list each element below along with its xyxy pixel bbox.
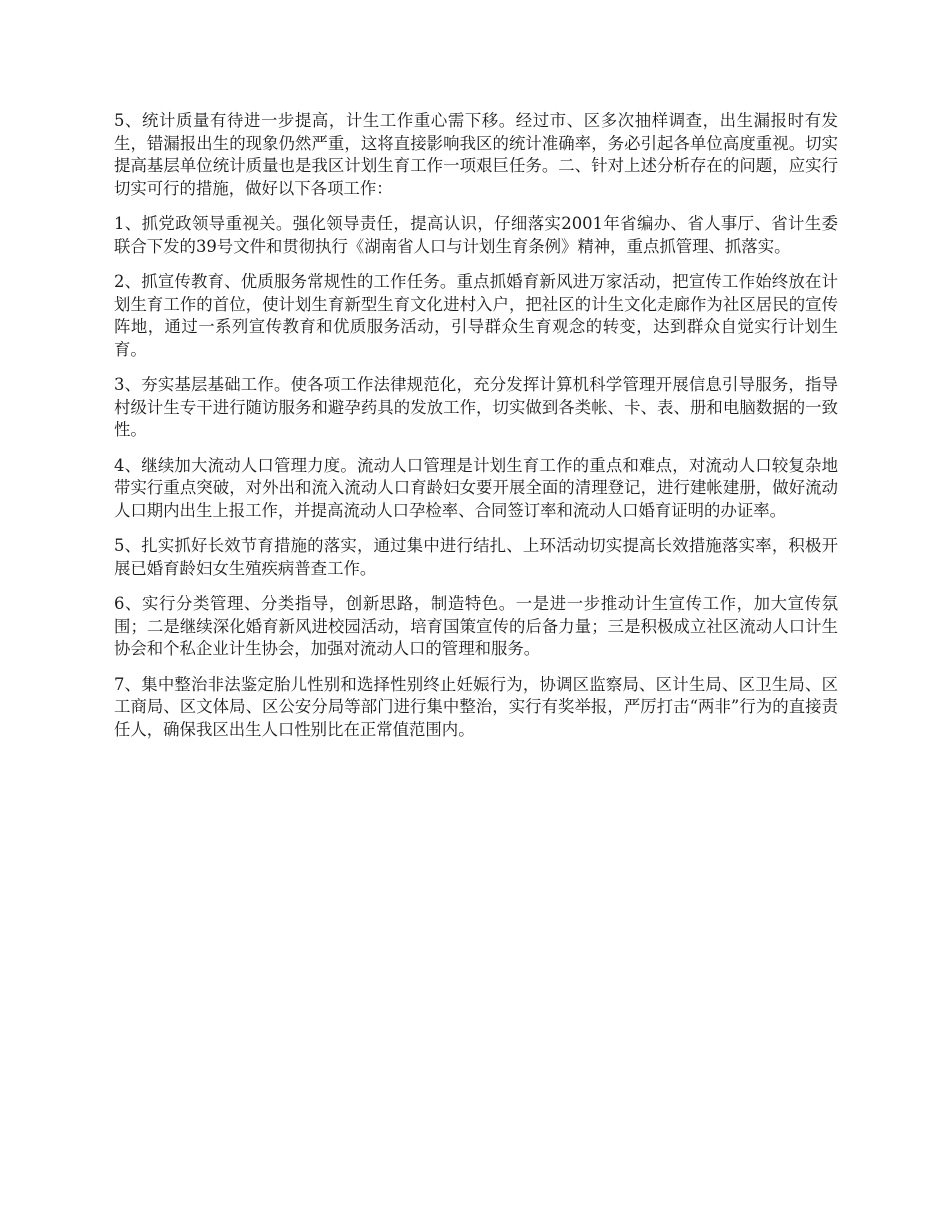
- document-body: [114, 110, 838, 741]
- paragraph-floating-population: 4、继续加大流动人口管理力度。流动人口管理是计划生育工作的重点和难点，对流动人口较复杂地带实行重点突破，对外出和流入流动人口育龄妇女要开展全面的清理登记，进行建帐建册，做好流动人口期内出生上报工作，并提高流动人口孕检率、合同签订率和流动人口婚育证明的办证率。: [114, 455, 838, 520]
- paragraph-grassroots-work: 3、夯实基层基础工作。使各项工作法律规范化，充分发挥计算机科学管理开展信息引导服务，指导村级计生专干进行随访服务和避孕药具的发放工作，切实做到各类帐、卡、表、册和电脑数据的一致性。: [114, 375, 838, 439]
- paragraph-statistics-quality: 5、统计质量有待进一步提高，计生工作重心需下移。经过市、区多次抽样调查，出生漏报时有发生，错漏报出生的现象仍然严重，这将直接影响我区的统计准确率，务必引起各单位高度重视。切实提高基层单位统计质量也是我区计划生育工作一项艰巨任务。二、针对上述分析存在的问题，应实行切实可行的措施，做好以下各项工作：: [114, 111, 838, 198]
- paragraph-classified-management: 6、实行分类管理、分类指导，创新思路，制造特色。一是进一步推动计生宣传工作，加大宣传氛围；二是继续深化婚育新风进校园活动，培育国策宣传的后备力量；三是积极成立社区流动人口计生协会和个私企业计生协会，加强对流动人口的管理和服务。: [114, 594, 838, 658]
- paragraph-contraception-measures: 5、扎实抓好长效节育措施的落实，通过集中进行结扎、上环活动切实提高长效措施落实率，积极开展已婚育龄妇女生殖疾病普查工作。: [114, 536, 838, 578]
- paragraph-publicity-service: 2、抓宣传教育、优质服务常规性的工作任务。重点抓婚育新风进万家活动，把宣传工作始终放在计划生育工作的首位，使计划生育新型生育文化进村入户，把社区的计生文化走廊作为社区居民的宣传阵地，通过一系列宣传教育和优质服务活动，引导群众生育观念的转变，达到群众自觉实行计划生育。: [114, 272, 838, 359]
- paragraph-gender-rectification: 7、集中整治非法鉴定胎儿性别和选择性别终止妊娠行为，协调区监察局、区计生局、区卫生局、区工商局、区文体局、区公安分局等部门进行集中整治，实行有奖举报，严厉打击“两非”行为的直接责任人，确保我区出生人口性别比在正常值范围内。: [114, 674, 838, 739]
- paragraph-leadership: 1、抓党政领导重视关。强化领导责任，提高认识，仔细落实2001年省编办、省人事厅、省计生委联合下发的39号文件和贯彻执行《湖南省人口与计划生育条例》精神，重点抓管理、抓落实。: [114, 214, 838, 256]
